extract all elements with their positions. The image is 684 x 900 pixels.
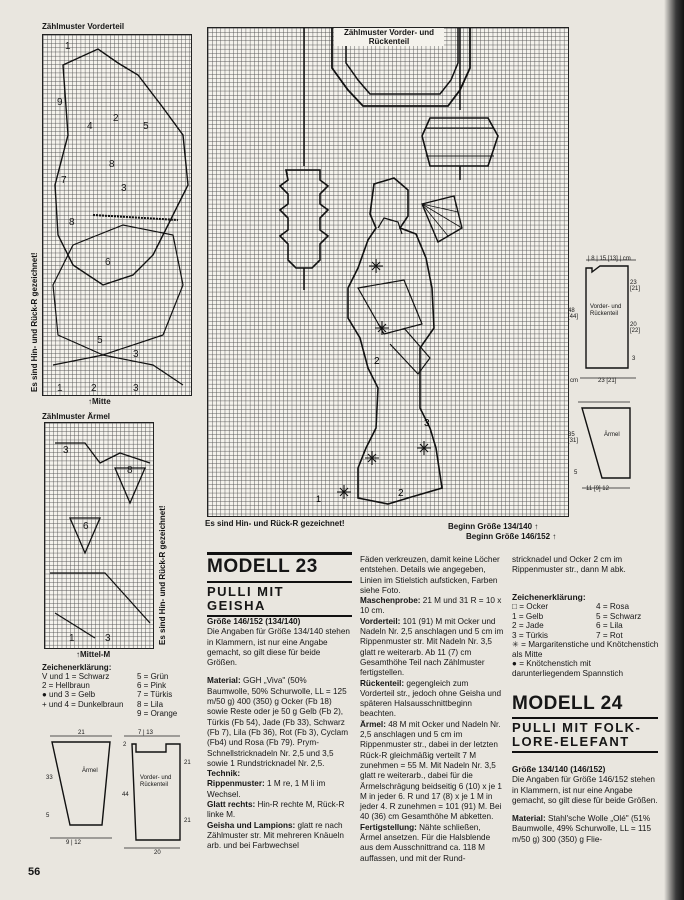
modell24-subtitle-2: LORE-ELEFANT [512,735,658,753]
mittel-m-label: Mittel-M [80,650,111,659]
legend-right-note-2: ● = Knötchenstich mit darunterliegendem Spannstich [512,659,624,678]
chart-number: 9 [57,97,63,108]
legend-item: 5 = Schwarz [596,611,642,621]
chart-number: 1 [65,41,71,52]
beginn-134-text: Beginn Größe 134/140 [448,522,533,531]
chart-number: 3 [121,183,127,194]
large-bottom-note: Es sind Hin- und Rück-R gezeichnet! [205,519,345,528]
legend-item: 1 = Gelb [512,611,544,621]
schnitt-label: Ärmel [604,432,620,438]
modell23-col1-para-text: glatt re nach Zählmuster str. Mit mehreren Knäueln arb. und bei Farbwechsel [207,820,344,851]
modell23-col2-para-text: Nähte schließen, Ärmel ansetzen. Für die Halsblende aus dem Ausschnittrand ca. 118 M auffassen, und mit der Rund- [360,822,491,863]
body-schematic-shape [120,730,190,858]
legend-item [42,709,137,718]
chart-number: 3 [133,349,139,360]
legend-item: ● und 3 = Gelb [42,690,96,700]
modell23-col1-para-label: Rippenmuster: [207,779,265,789]
modell23-col2-para-label: Vorderteil: [360,616,401,626]
chart-number: 8 [127,465,133,476]
modell24-text: Die Angaben für Größe 146/152 stehen in Klammern, ist nur eine Angabe gemacht, so gilt diese für beide Größen. [512,775,658,805]
chart-number: 2 [113,113,119,124]
schnitt-sleeve-left [42,730,117,848]
modell23-col2-para-label: Ärmel: [360,719,386,729]
beginn-146: Beginn Größe 146/152 ↑ [466,532,557,541]
modell23-col2-para-text: gegengleich zum Vorderteil str., jedoch ohne Geisha und späteren Halsausschnittbeginn beachten. [360,678,502,719]
modell24-material [512,814,658,845]
page-number: 56 [28,866,41,878]
legend-right-rows [512,602,660,640]
modell24-title: MODELL 24 [512,693,623,714]
legend-item: 4 = Rosa [596,602,629,611]
modell23-col1-para [207,821,350,852]
modell23-col2-para-text: Fäden verkreuzen, damit keine Löcher entstehen. Details wie angegeben, Linien im Stielstich aufsticken, Farben siehe Foto. [360,555,500,595]
schnitt-m1: 33 [46,775,53,781]
schnitt-label: Ärmel [82,768,98,774]
chart-number: 6 [83,521,89,532]
legend-item: 9 = Orange [137,708,178,718]
aermel-title: Zählmuster Ärmel [42,412,111,421]
legend-item: V und 1 = Schwarz [42,672,110,681]
chart-number: 4 [87,121,93,132]
aermel-motif [45,423,153,648]
modell23-col1-para [207,617,350,627]
vorderteil-title: Zählmuster Vorderteil [42,22,125,31]
modell23-col2-para [360,596,504,617]
sleeve-right-schematic-shape [568,398,644,496]
vorderteil-mitte: ↑Mitte [88,397,111,406]
legend-item: 2 = Jade [512,621,544,630]
modell24-material-text: Stahl'sche Wolle „Olé" (51% Baumwolle, 49% Schurwolle, LL = 115 m/50 g) 300 (350) g Flie- [512,814,652,844]
geisha-chart [207,27,569,517]
large-chart-title: Zählmuster Vorder- und Rückenteil [334,28,444,46]
legend-right-title: Zeichenerklärung: [512,592,586,602]
modell23-col1-para-text: Hin-R rechte M, Rück-R linke M. [207,800,345,820]
aermel-chart [44,422,154,649]
modell23-col1-para-text: 1 M re, 1 M li im Wechsel. [207,779,326,799]
schnitt-top: 21 [78,730,85,736]
body-right-schematic-shape [568,256,644,386]
chart-number: 3 [63,445,69,456]
modell23-title: MODELL 23 [207,552,352,578]
modell23-col2-para-label: Maschenprobe: [360,596,421,606]
schnitt-m3: 20 [22] [630,322,641,334]
schnitt-cm: cm [570,378,578,384]
vorderteil-side-note: Es sind Hin- und Rück-R gezeichnet! [30,252,39,392]
chart-mark-1: 1 [316,494,322,504]
modell23-col2-para [360,555,504,596]
geisha-motif [208,28,568,516]
schnitt-label: Vorder- und Rückenteil [590,304,622,317]
modell23-col1-para [207,779,350,800]
modell23-col2-para-text: 48 M mit Ocker und Nadeln Nr. 2,5 anschlagen und 5 cm im Rippenmuster str., dabei in der letzten Rück-R gleichmäßig verteilt 7 M zunehmen = 55 M. Mit Nadeln Nr. 3,5 glatt re weiterarb., dabei für die Ärmelschrägung beidseitig 6 (10) x je 1 M in jeder 6. R und 17 (8) x je 1 M in jeder 4. R zunehmen = 101 (91) M. Bei 40 (36) cm Gesamthöhe M abketten. [360,719,502,822]
schnitt-m2: 21 [184,760,191,766]
chart-number: 5 [143,121,149,132]
chart-number: 3 [105,633,111,644]
schnitt-bot: 20 [154,850,161,856]
modell23-col1-para-label: Glatt rechts: [207,800,256,810]
modell24-material-label: Material: [512,814,546,824]
legend-item: 3 = Türkis [512,630,549,640]
chart-number: 5 [97,335,103,346]
modell23-subtitle-2: GEISHA [207,599,352,617]
schnitt-body-mid [120,730,190,858]
schnitt-top: 7 | 13 [138,730,153,736]
aermel-mitte: ↑Mittel-M [76,650,111,659]
legend-item: □ = Ocker [512,602,549,611]
chart-mark-2b: 2 [398,488,404,499]
legend-item: 8 = Lila [137,699,164,709]
modell23-col1-para-text: GGH „Viva" (50% Baumwolle, 50% Schurwolle, LL = 125 m/50 g) 400 (350) g Ocker (Fb 18) sowie Reste oder je 50 g Gelb (Fb 2), Türkis (Fb 54), Jade (Fb 33), Schwarz (Fb 7), Lila (Fb 36), Rot (Fb 3), Cyclam (Fb4) und Rosa (Fb 79). Prym-Schnellstricknadeln Nr. 2,5 und 3,5 sowie 1 Rundstricknadel Nr. 2,5. [207,676,349,768]
modell23-col1-para-label: Material: [207,676,241,686]
chart-number: 1 [69,633,75,644]
modell23-col1-para-label: Technik: [207,769,241,779]
schnitt-m1: 44 [122,792,129,798]
modell23-col1-para-text: Die Angaben für Größe 134/140 stehen in Klammern, ist nur eine Angabe gemacht, so gilt diese für beide Größen. [207,627,350,668]
modell23-col1-para [207,769,350,779]
modell23-col1-para-label: Geisha und Lampions: [207,820,296,830]
vorderteil-chart [42,34,192,396]
modell24-body [512,765,658,845]
chart-number: 8 [109,159,115,170]
vorderteil-motif [43,35,191,395]
legend-left [42,663,192,718]
legend-right-note-1: ✳ = Margaritenstiche und Knötchenstich als Mitte [512,640,659,659]
legend-left-title: Zeichenerklärung: [42,663,112,672]
beginn-134: Beginn Größe 134/140 ↑ [448,522,539,531]
chart-number: 7 [61,175,67,186]
schnitt-bot: 11 [9] 12 [586,486,609,492]
mitte-label: Mitte [92,397,111,406]
chart-mark-3: 3 [424,418,430,429]
beginn-146-text: Beginn Größe 146/152 [466,532,551,541]
modell23-col2-para [360,720,504,823]
legend-item: 5 = Grün [137,672,169,681]
chart-number: 8 [69,217,75,228]
modell23-col2 [360,555,504,864]
legend-left-rows [42,672,192,718]
legend-item: + und 4 = Dunkelbraun [42,699,124,709]
modell23-col2-para-label: Rückenteil: [360,678,405,688]
modell23-col1 [207,617,350,852]
chart-number: 2 [91,383,97,394]
schnitt-sleeve-right [568,398,644,496]
legend-item: 7 = Türkis [137,690,173,700]
modell23-subtitle-1: PULLI MIT [207,581,352,599]
schnitt-body-right [568,256,644,386]
modell23-col1-para [207,800,350,821]
modell23-col2-para [360,617,504,679]
modell23-col2-para-text: 101 (91) M mit Ocker und Nadeln Nr. 2,5 anschlagen und 5 cm im Rippenmuster str. Mit Nadeln Nr. 3,5 glatt re weiterarb. Ab 11 (7) cm Gesamthöhe Teil nach Zählmuster fertigstellen. [360,616,504,678]
legend-item: 2 = Hellbraun [42,681,90,691]
page-gutter-shadow [664,0,684,900]
legend-item: 7 = Rot [596,630,623,640]
modell23-col1-para [207,676,350,769]
modell24-header [512,693,658,753]
schnitt-top: | 8 | 15 [13] | cm [588,256,631,262]
schnitt-m2: 23 [21] [630,280,641,292]
schnitt-m3: 2 [123,742,127,748]
schnitt-m2: 5 [46,813,50,819]
modell24-subtitle-1: PULLI MIT FOLK- [512,717,658,735]
chart-number: 3 [133,383,139,394]
modell23-col3: stricknadel und Ocker 2 cm im Rippenmuster str., dann M abk. [512,555,626,575]
schnitt-bot: 23 [21] [598,378,617,384]
chart-mark-2: 2 [374,356,380,367]
modell23-col2-para-text: 21 M und 31 R = 10 x 10 cm. [360,596,502,616]
schnitt-m1: 35 [31] [568,432,579,444]
sleeve-schematic-shape [42,730,117,848]
legend-right [512,592,660,678]
chart-number: 1 [57,383,63,394]
schnitt-m4: 21 [184,818,191,824]
schnitt-bot: 9 | 12 [66,840,81,846]
modell23-col1-para [207,627,350,668]
aermel-side-note: Es sind Hin- und Rück-R gezeichnet! [158,505,167,645]
legend-item: 6 = Lila [596,621,623,630]
schnitt-m4: 3 [632,356,636,362]
legend-item: 6 = Pink [137,681,167,691]
modell23-header [207,552,352,617]
modell23-col2-para [360,823,504,864]
chart-number: 6 [105,257,111,268]
schnitt-m2: 5 [574,470,578,476]
schnitt-m1: 48 [44] [568,308,579,320]
schnitt-label: Vorder- und Rückenteil [140,775,172,788]
modell23-col2-para [360,679,504,720]
modell23-col1-para-label: Größe 146/152 (134/140) [207,617,301,626]
modell23-col2-para-label: Fertigstellung: [360,822,417,832]
modell24-size: Größe 134/140 (146/152) [512,765,606,774]
